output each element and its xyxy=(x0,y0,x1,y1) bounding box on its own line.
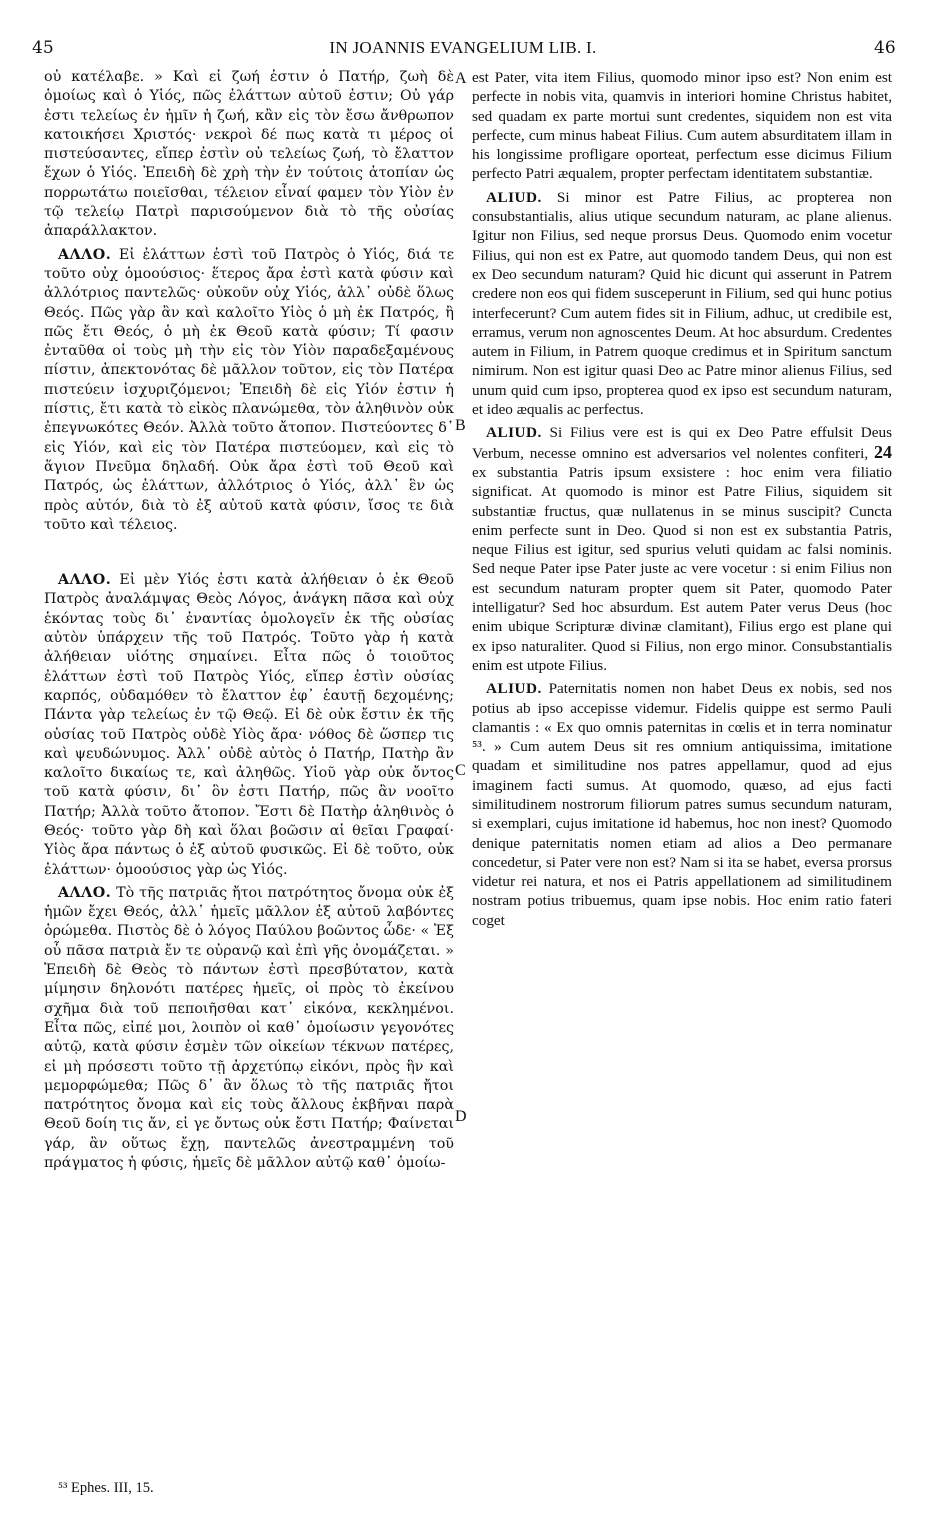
latin-paragraph-2 xyxy=(472,188,892,420)
greek-section-heading: ΑΛΛΟ. xyxy=(58,246,112,263)
running-title: IN JOANNIS EVANGELIUM LIB. I. xyxy=(329,38,597,57)
latin-paragraph-3-text-b: ex substantia Patris ipsum exsistere : hoc enim vera filiatio significat. At quomodo is minor est Patre Filius, siquidem sit substantiæ fructus, quæ nullatenus in se minus suscipit? Cuncta enim perfecte sunt in Deo. Quod si non est ex substantia Patris, neque Filius est igitur, sed spurius veluti quidam ac falsi nominis. Sed neque Pater ipse Pater juste ac vere vocetur : si enim Filius non est secundum naturam propter quem sit Pater, quomodo Pater intelligatur? Sed hoc absurdum. Est autem Pater verus Deus (hoc enim ubique Scripturæ divinæ clamitant), Filius ergo est plane qui ex ipso naturaliter. Quod si Filius, non ergo minor. Consubstantialis enim est utpote Filius. xyxy=(472,463,892,674)
greek-section-heading: ΑΛΛΟ. xyxy=(58,572,112,589)
greek-paragraph-3-text: Εἰ μὲν Υἱός ἐστι κατὰ ἀλήθειαν ὁ ἐκ Θεοῦ Πατρὸς ἀναλάμψας Θεὸς Λόγος, ἀνάγκη πᾶσα καὶ οὐχ ἑκόντας τοὺς δι᾽ ἐναντίας ὁμολογεῖν ἐκ τῆς οὐσίας αὐτὸν ὑπάρχειν τῆς τοῦ Πατρός. Τοῦτο γὰρ ἡ κατὰ ἀλήθειαν υἱότης σημαίνει. Εἶτα πῶς ὁ τοιοῦτος ἐλάττων ἐστὶ τοῦ Πατρὸς Υἱός, εἴπερ ἐστὶν οὐσίας καρπός, οὐδαμόθεν τὸ ἔλαττον ἐφ᾽ ἑαυτῇ δεχομένης; Πάντα γὰρ τελείως ἐν τῷ Θεῷ. Εἰ δὲ οὐκ ἔστιν ἐκ τῆς οὐσίας τοῦ Πατρὸς οὐδὲ Υἱὸς ἄρα· νόθος δὲ ὥσπερ τις καὶ ψευδώνυμος. Ἀλλ᾽ οὐδὲ αὐτὸς ὁ Πατήρ, Πατὴρ ἂν καλοῖτο δικαίως τε, καὶ ἀληθῶς. Υἱοῦ γὰρ οὐκ ὄντος τοῦ κατὰ φύσιν, δι᾽ ὃν ἐστι Πατήρ, πῶς ἂν νοοῖτο Πατήρ; Ἀλλὰ τοῦτο ἄτοπον. Ἔστι δὲ Πατὴρ ἀληθινὸς ὁ Θεός· τοῦτο γὰρ δὴ καὶ ὅλαι βοῶσιν αἱ θεῖαι Γραφαί· Υἱὸς ἄρα πάντως ὁ ἐξ αὐτοῦ φυσικῶς. Εἰ δὲ τοῦτο, οὐκ ἐλάττων· ὁμοούσιος γὰρ ὡς Υἱός. xyxy=(44,572,454,878)
latin-section-heading: ALIUD. xyxy=(486,188,542,206)
footnote: ⁵³ Ephes. III, 15. xyxy=(58,1480,154,1496)
greek-paragraph-4-text: Τὸ τῆς πατριᾶς ἤτοι πατρότητος ὄνομα οὐκ ἐξ ἡμῶν ἔχει Θεός, ἀλλ᾽ ἡμεῖς μᾶλλον ἐξ αὐτοῦ λαβόντες ὁρώμεθα. Πιστὸς δὲ ὁ λόγος Παύλου βοῶντος ὧδε· « Ἐξ οὗ πᾶσα πατριὰ ἔν τε οὐρανῷ καὶ ἐπὶ γῆς ὀνομάζεται. » Ἐπειδὴ δὲ Θεὸς τὸ πάντων ἐστὶ πρεσβύτατον, κατὰ μίμησιν δηλονότι πατέρες ἡμεῖς, οἱ πρὸς τὸ ἐκείνου σχῆμα διὰ τοῦ πεποιῆσθαι κατ᾽ εἰκόνα, κεκλημένοι. Εἶτα πῶς, εἰπέ μοι, λοιπὸν οἱ καθ᾽ ὁμοίωσιν γεγονότες αὐτῷ, κατὰ φύσιν ἐσμὲν τῶν οἰκείων τέκνων πατέρες, εἰ μὴ πρόσεστι τοῦτο τῇ ἀρχετύπῳ εἰκόνι, πρὸς ἣν καὶ μεμορφώμεθα; Πῶς δ᾽ ἂν ὅλως τὸ τῆς πατριᾶς ἤτοι πατρότητος ὄνομα καὶ εἰς τοὺς ἄλλους ἐκβῆναι παρὰ Θεοῦ δοίη τις ἄν, εἰ γε ὄντως οὐκ ἔστι Πατήρ; Φαίνεται γάρ, ἂν οὕτως ἔχῃ, παντελῶς ἀνεστραμμένη τοῦ πράγματος ἡ φύσις, ἡμεῖς δὲ μᾶλλον αὐτῷ καθ᾽ ὁμοίω- xyxy=(44,884,454,1172)
margin-marker-b: B xyxy=(455,417,466,434)
margin-marker-a: A xyxy=(455,70,467,87)
margin-marker-c: C xyxy=(455,762,466,779)
latin-section-heading: ALIUD. xyxy=(486,424,542,442)
greek-column xyxy=(44,68,454,1173)
greek-paragraph-2-text: Εἰ ἐλάττων ἐστὶ τοῦ Πατρὸς ὁ Υἱός, διά τε τοῦτο οὐχ ὁμοούσιος· ἕτερος ἄρα ἐστὶ κατὰ φύσιν καὶ ἀλλότριος παντελῶς· οὐκοῦν οὐχ Υἱός, ἀλλ᾽ οὐδὲ ὅλως Θεός. Πῶς γὰρ ἂν καὶ καλοῖτο Υἱὸς ὁ μὴ ἐκ Πατρός, ἢ πῶς ἔτι Θεός, ὁ μὴ ἐκ Θεοῦ κατὰ φύσιν; Τί φασιν ἐνταῦθα οἱ τοὺς μὴ τὴν εἰς τὸν Υἱὸν παραδεξαμένους πίστιν, ἀπεκτονότας δὲ μᾶλλον τοῦτον, εἰς τὸν Πατέρα πιστεύειν ἰσχυριζόμενοι; Ἐπειδὴ δὲ εἰς Υἱόν ἐστιν ἡ πίστις, ἔτι κατὰ τὸ εἰκὸς πλανώμεθα, τὸν ἀληθινὸν οὐκ ἐπεγνωκότες Θεόν. Ἀλλὰ τοῦτο ἄτοπον. Πιστεύοντες δ᾽ εἰς Υἱόν, καὶ εἰς τὸν Πατέρα πιστεύομεν, καὶ εἰς τὸ ἅγιον Πνεῦμα δηλαδή. Οὐκ ἄρα ἐστὶ τοῦ Θεοῦ καὶ Πατρός, ὡς ἐλάττων, ἀλλότριος ὁ Υἱός, ἀλλ᾽ ἓν ὡς πρὸς αὐτόν, διὰ τὸ ἐξ αὐτοῦ κατὰ φύσιν, ἴσος τε διὰ τοῦτο καὶ τέλειος. xyxy=(44,246,454,533)
latin-paragraph-2-text: Si minor est Patre Filius, ac propterea non consubstantialis, alius utique secundum naturam, ac plane alienus. Igitur non Filius, sed neque prorsus Deus. Quomodo enim vocetur Filius, qui non est ex Patre, aut quomodo tandem Deus, qui non est ex Deo secundum naturam? Quid hic dicunt qui asserunt in Patrem credere non eos qui fidem susceperunt in Filium, sed qui hunc potius interfecerunt? Cum autem fides sit in Filium, adhuc, ut credibile est, erramus, verum non agnoscentes Deum. At hoc absurdum. Credentes autem in Filium, in Patrem quoque credimus et in Spiritum sanctum nimirum. Non est igitur quasi Deo ac Patre minor alienus Filius, sed unum quid cum ipso, propterea quod ex ipso est secundum naturam, et ideo æqualis ac perfectus. xyxy=(472,188,892,419)
latin-paragraph-4 xyxy=(472,679,892,930)
greek-paragraph-4 xyxy=(44,884,454,1173)
latin-paragraph-1: est Pater, vita item Filius, quomodo minor ipso est? Non enim est perfecte in nobis vita, quamvis in interiori homine Christus habitet, sed quadam ex parte mortui sunt credentes, siquidem non est vita perfecte, cum minus habeat Filius. Cum autem absurditatem illam in his longissime profligare oporteat, perfectum esse dicimus Filium perfecto Patri æqualem, propter perfectam identitatem substantiæ. xyxy=(472,69,892,183)
greek-paragraph-3 xyxy=(44,571,454,880)
page-number-left: 45 xyxy=(32,38,54,58)
greek-paragraph-1: οὐ κατέλαβε. » Καὶ εἰ ζωή ἐστιν ὁ Πατήρ, ζωὴ δὲ ὁμοίως καὶ ὁ Υἱός, πῶς ἐλάττων αὐτοῦ ἐστιν; Οὐ γάρ ἐστι τελείως ἐν ἡμῖν ἡ ζωή, κἂν εἰς τὸν ἔσω ἄνθρωπον κατοικήσει Χριστός· νεκροὶ δέ πως κατὰ τι μέρος οἱ πιστεύσαντες, εἴπερ ἐστὶν οὐ τελείως ζωή, τὸ ἔλαττον ἔχων ὁ Υἱός. Ἐπειδὴ δὲ χρὴ τὴν ἐν τούτοις ἀτοπίαν ὡς πορρωτάτω ποιεῖσθαι, τέλειον εἶναί φαμεν τὸν Υἱὸν ἐν τῷ τελείῳ Πατρὶ παρισούμενον διὰ τὸ τῆς οὐσίας ἀπαράλλακτον. xyxy=(44,69,454,240)
latin-paragraph-3-text-a: Si Filius vere est is qui ex Deo Patre effulsit Deus Verbum, necesse omnino est adversarios vel nolentes confiteri, xyxy=(472,424,892,462)
latin-column xyxy=(472,68,892,930)
page-number-right: 46 xyxy=(874,38,896,58)
greek-section-heading: ΑΛΛΟ. xyxy=(58,884,112,901)
latin-section-heading: ALIUD. xyxy=(486,680,542,698)
column-number-24: 24 xyxy=(874,441,892,462)
greek-paragraph-2 xyxy=(44,246,454,535)
latin-paragraph-4-text: Paternitatis nomen non habet Deus ex nobis, sed nos potius ab ipso accepisse videmur. Fidelis quippe est sermo Pauli clamantis : « Ex quo omnis paternitas in cœlis et in terra nominatur ⁵³. » Cum autem Deus sit res omnium antiquissima, imitatione quadam et similitudine nos patres appellamur, quod ad ejus imaginem facti sumus. At quomodo, quæso, ad ejus facti similitudinem nostrorum filiorum patres sumus secundum naturam, si exemplari, cujus imitatione id habemus, hoc non inest? Quomodo denique paternitatis nomen etiam ad alios a Deo permanare concedetur, si Pater vere non est? Nam si ita se habet, eversa prorsus videtur rei natura, et nos ei Patris appellationem ad similitudinem nostram potius tribuemus, quam ipse nobis. Hoc enim ratio fateri coget xyxy=(472,680,892,929)
latin-paragraph-3 xyxy=(472,423,892,675)
running-header xyxy=(0,38,926,64)
margin-marker-d: D xyxy=(455,1108,467,1125)
